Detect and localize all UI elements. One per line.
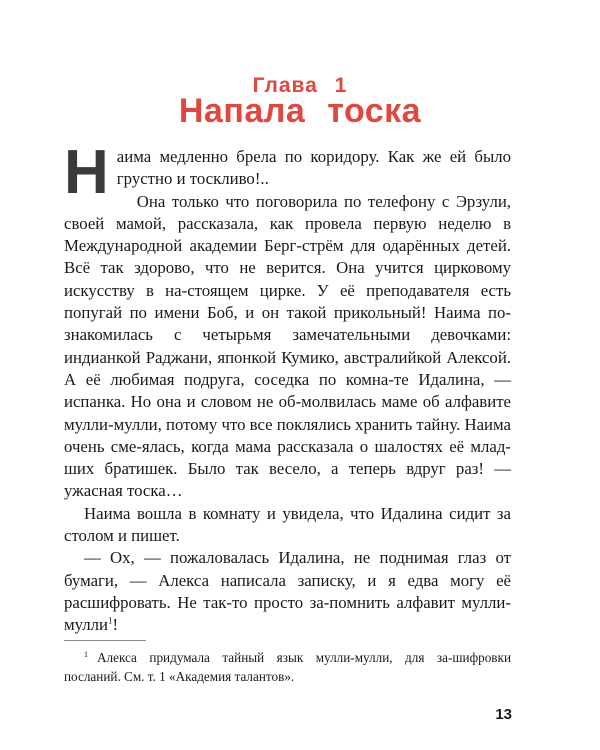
paragraph-1 [64,138,511,207]
paragraph-1-text: аима медленно брела по коридору. Как же ей было грустно и тоскливо!.. [116,147,511,189]
paragraph-2: Она только что поговорила по телефону с Эрзули, своей мамой, рассказала, как провела первую неделю в Международной академии Берг-стрём для одарённых детей. Всё так здорово, что не верится. Она учится цирковому искусству в на-стоящем цирке. У её преподавателя есть попугай по имени Боб, и он такой прикольный! Наима по-знакомилась с четырьмя замечательными девочками: индианкой Раджани, японкой Кумико, австралийкой Алексой. А её любимая подруга, соседка по комна-те Идалина, — испанка. Но она и словом не об-молвилась маме об алфавите мулли-мулли, потому что все поклялись хранить тайну. Наима очень сме-ялась, когда мама рассказала о шалостях её млад-ших братишек. Было так весело, а теперь вдруг раз! — ужасная тоска… [64,191,511,501]
footnote-text: Алекса придумала тайный язык мулли-мулли, для за-шифровки посланий. См. т. 1 «Академия талантов». [64,650,511,684]
footnote-marker: 1 [84,649,88,659]
chapter-title: Напала тоска [178,92,422,130]
paragraph-4: — Ох, — пожаловалась Идалина, не поднимая глаз от бумаги, — Алекса написала записку, и я едва могу её расшифровать. Не так-то просто за-помнить алфавит мулли-мулли$^1$! [64,548,511,635]
story-text [64,138,511,637]
paragraph-3: Наима вошла в комнату и увидела, что Идалина сидит за столом и пишет. [64,503,511,546]
paragraph-4-text: — Ох, — пожаловалась Идалина, не поднимая глаз от бумаги, — Алекса написала записку, и я едва могу её расшифровать. Не так-то просто за-помнить алфавит мулли-мулли [64,548,511,635]
chapter-label: Глава 1 [252,74,348,97]
page-number: 13 [495,706,512,723]
footnote-divider [64,640,146,641]
drop-cap: Н [64,138,109,207]
footnote-reference[interactable]: 1 [108,615,113,626]
footnote [64,648,511,686]
